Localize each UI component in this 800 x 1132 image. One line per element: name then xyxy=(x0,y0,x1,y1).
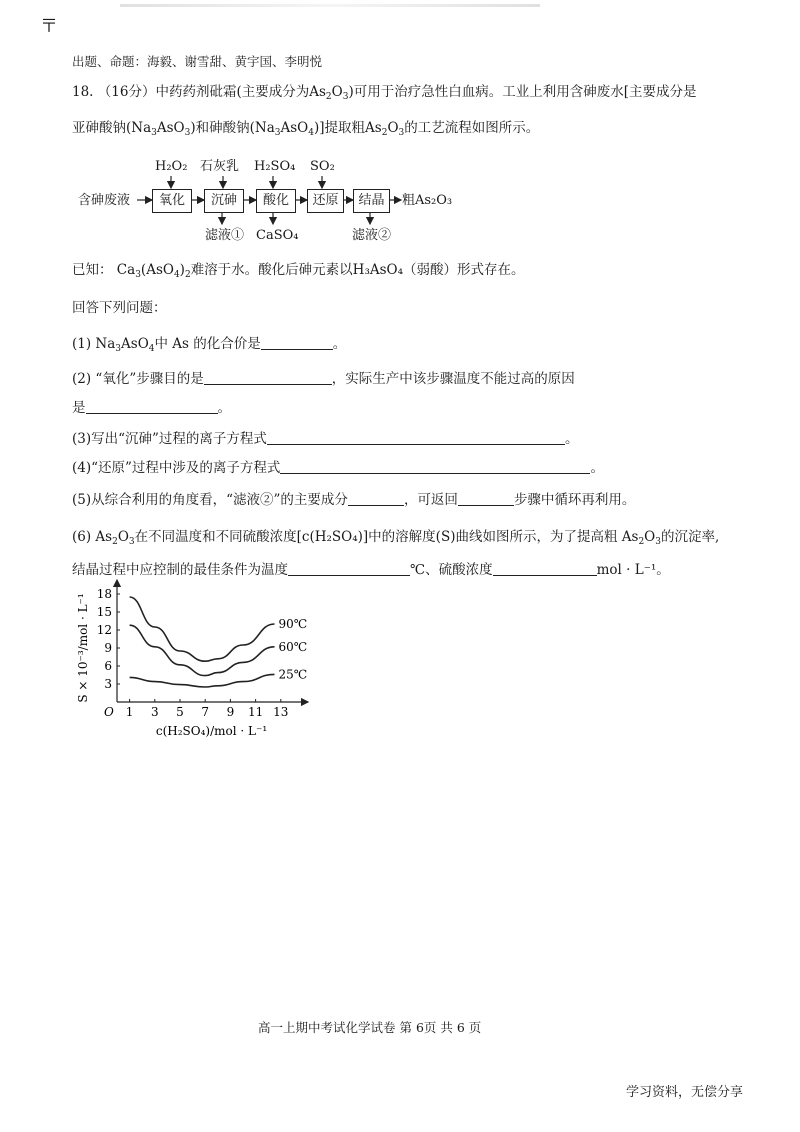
subscript: 3 xyxy=(342,92,349,102)
intro-text: O xyxy=(331,84,343,100)
part-text: 。 xyxy=(564,431,579,447)
part-text: 。 xyxy=(332,336,347,352)
answer-blank-4[interactable] xyxy=(280,461,590,474)
y-tick-label: 18 xyxy=(96,587,112,601)
intro-text: 亚砷酸钠(Na xyxy=(72,120,152,136)
series-label: 60℃ xyxy=(278,639,308,654)
y-tick-label: 6 xyxy=(104,659,112,673)
series-line-60℃ xyxy=(130,625,275,675)
y-axis-label: S × 10⁻³/mol · L⁻¹ xyxy=(76,593,90,703)
reagent-h2so4: H₂SO₄ xyxy=(254,159,296,174)
part-text: 是 xyxy=(72,400,86,416)
subscript: 3 xyxy=(655,537,661,547)
formula: (AsO xyxy=(140,262,174,278)
answer-blank-2b[interactable] xyxy=(86,401,218,414)
part-text: (1) Na xyxy=(72,336,116,352)
part-text: 。 xyxy=(217,400,231,416)
y-tick-label: 9 xyxy=(104,641,112,655)
intro-text: )可用于治疗急性白血病。工业上利用含砷废水[主要成分是 xyxy=(348,84,697,100)
flow-start: 含砷废液 xyxy=(78,193,131,208)
part-text: 在不同温度和不同硫酸浓度[c(H₂SO₄)]中的溶解度(S)曲线如图所示，为了提高粗 As xyxy=(134,529,639,545)
known-line xyxy=(72,264,525,278)
answer-prompt: 回答下列问题： xyxy=(72,300,167,316)
x-tick-label: 5 xyxy=(176,705,184,719)
reagent-h2o2: H₂O₂ xyxy=(155,159,188,174)
answer-blank-5b[interactable] xyxy=(458,493,514,506)
part-text: 结晶过程中应控制的最佳条件为温度 xyxy=(72,562,288,578)
part-text: mol · L⁻¹。 xyxy=(596,562,670,578)
subscript: 3 xyxy=(151,128,157,138)
part-4 xyxy=(72,461,604,476)
part-text: O xyxy=(117,529,129,545)
part-3 xyxy=(72,432,578,447)
subscript: 3 xyxy=(398,128,405,138)
part-text: 。 xyxy=(590,460,604,476)
intro-text: 的工艺流程如图所示。 xyxy=(404,120,540,136)
corner-mark: 〒 xyxy=(40,16,58,37)
output-filtrate-2: 滤液② xyxy=(352,228,392,243)
part-text: (6) As xyxy=(72,529,113,545)
part-text: (2) “氧化”步骤目的是 xyxy=(72,371,204,387)
subscript: 3 xyxy=(274,128,281,138)
subscript: 3 xyxy=(184,128,191,138)
part-2-cont xyxy=(72,401,231,416)
page-footer: 高一上期中考试化学试卷 第 6页 共 6 页 xyxy=(258,1020,482,1035)
intro-text: AsO xyxy=(280,120,309,136)
intro-text: 中药药剂砒霜(主要成分为As xyxy=(155,84,326,100)
subscript: 4 xyxy=(308,128,314,138)
y-tick-label: 12 xyxy=(96,623,112,637)
series-label: 90℃ xyxy=(278,617,308,631)
series-label: 25℃ xyxy=(278,667,308,682)
subscript: 3 xyxy=(135,270,141,280)
part-text: (3)写出“沉砷”过程的离子方程式 xyxy=(72,431,267,447)
part-text: AsO xyxy=(121,336,149,352)
answer-blank-6a[interactable] xyxy=(288,563,410,576)
answer-blank-1[interactable] xyxy=(261,337,333,350)
subscript: 2 xyxy=(184,270,191,280)
answer-blank-2a[interactable] xyxy=(204,372,332,385)
part-text: 步骤中循环再利用。 xyxy=(513,492,636,508)
series-line-90℃ xyxy=(130,597,275,661)
step-oxidation-box: 氧化 xyxy=(152,189,192,213)
series-line-25℃ xyxy=(130,674,275,687)
answer-blank-6b[interactable] xyxy=(493,563,597,576)
origin-label: O xyxy=(104,705,114,719)
solubility-chart xyxy=(60,585,360,755)
known-prefix: 已知： xyxy=(72,262,113,278)
formula: Ca xyxy=(116,262,136,278)
part-text: O xyxy=(644,529,656,545)
intro-text: )]提取粗As xyxy=(313,120,382,136)
part-text: ，实际生产中该步骤温度不能过高的原因 xyxy=(331,371,575,387)
x-tick-label: 3 xyxy=(150,705,159,719)
flow-end: 粗As₂O₃ xyxy=(402,193,453,208)
x-tick-label: 7 xyxy=(201,705,210,719)
formula: ) xyxy=(179,262,185,278)
share-note: 学习资料，无偿分享 xyxy=(626,1085,744,1100)
part-6-cont xyxy=(72,563,670,578)
part-2 xyxy=(72,372,575,387)
y-tick-label: 3 xyxy=(104,677,112,691)
part-text: ℃、硫酸浓度 xyxy=(410,562,493,578)
subscript: 4 xyxy=(173,270,180,280)
part-text: 的沉淀率, xyxy=(660,529,720,545)
subscript: 2 xyxy=(638,537,645,547)
subscript: 3 xyxy=(128,537,135,547)
answer-blank-5a[interactable] xyxy=(348,493,404,506)
subscript: 3 xyxy=(115,344,122,354)
authors-line: 出题、命题：海毅、谢雪甜、黄宇国、李明悦 xyxy=(72,54,323,69)
step-reduction-box: 还原 xyxy=(307,189,344,213)
x-tick-label: 13 xyxy=(273,705,289,719)
output-caso4: CaSO₄ xyxy=(256,228,299,243)
part-6 xyxy=(72,531,719,545)
intro-text: AsO xyxy=(156,120,185,136)
reagent-so2: SO₂ xyxy=(310,159,335,174)
part-1 xyxy=(72,337,346,352)
part-text: (4)“还原”过程中涉及的离子方程式 xyxy=(72,460,281,476)
question-points: （16分） xyxy=(97,84,156,100)
output-filtrate-1: 滤液① xyxy=(205,228,245,243)
part-5 xyxy=(72,493,635,508)
intro-text: O xyxy=(387,120,399,136)
step-crystallization-box: 结晶 xyxy=(353,189,390,213)
part-text: (5)从综合利用的角度看，“滤液②”的主要成分 xyxy=(72,492,348,508)
x-axis-label: c(H₂SO₄)/mol · L⁻¹ xyxy=(155,724,268,738)
subscript: 2 xyxy=(381,128,388,138)
question-number: 18. xyxy=(72,84,94,100)
x-tick-label: 11 xyxy=(247,705,264,719)
part-text: ，可返回 xyxy=(403,492,458,508)
subscript: 2 xyxy=(325,92,332,102)
known-text: 难溶于水。酸化后砷元素以H₃AsO₄（弱酸）形式存在。 xyxy=(190,262,525,278)
flowchart-arrows xyxy=(0,0,800,260)
step-acidification-box: 酸化 xyxy=(256,189,296,213)
x-tick-label: 1 xyxy=(125,705,134,719)
step-precipitation-box: 沉砷 xyxy=(204,189,244,213)
reagent-lime: 石灰乳 xyxy=(200,159,240,174)
x-tick-label: 9 xyxy=(226,705,235,719)
intro-text: )和砷酸钠(Na xyxy=(190,120,275,136)
y-tick-label: 15 xyxy=(96,605,112,619)
part-text: 中 As 的化合价是 xyxy=(154,336,261,352)
subscript: 2 xyxy=(112,537,118,547)
answer-blank-3[interactable] xyxy=(267,432,565,445)
subscript: 4 xyxy=(148,344,155,354)
